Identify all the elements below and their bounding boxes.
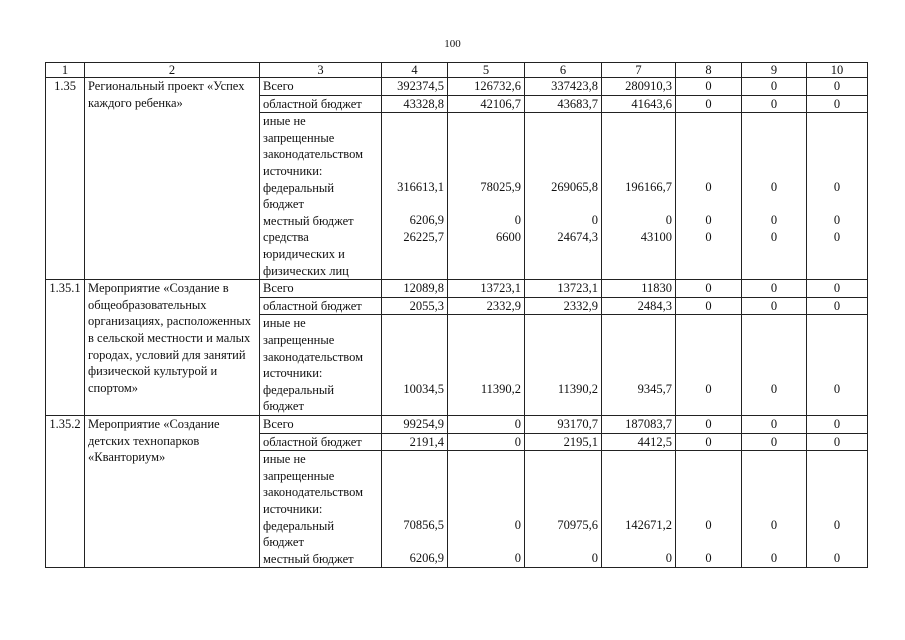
source-value: 0 [705,180,712,195]
other-sources-values [602,315,676,416]
other-sources-values [602,451,676,568]
source-value [810,113,864,179]
row-label: Всего [260,415,382,433]
value-cell: 0 [742,297,807,315]
other-sources-values [742,315,807,416]
other-sources-values [448,113,525,280]
value-cell: 280910,3 [602,78,676,96]
value-cell: 41643,6 [602,95,676,113]
source-value: 43100 [640,230,672,245]
value-cell: 11830 [602,280,676,298]
source-value: 0 [770,382,778,397]
other-sources-values [525,315,602,416]
other-sources-values [807,315,868,416]
value-cell: 2484,3 [602,297,676,315]
value-cell: 0 [742,280,807,298]
header-cell: 1 [46,63,85,78]
source-value: 0 [705,518,712,533]
source-value [679,113,738,179]
row-label: Всего [260,280,382,298]
value-cell: 187083,7 [602,415,676,433]
source-value [745,451,803,517]
header-cell: 4 [382,63,448,78]
source-value [451,451,521,517]
source-label: иные не запрещенные законодательством источники: [263,114,364,178]
source-value: 0 [770,180,778,195]
other-sources-values [602,113,676,280]
source-value: 0 [591,551,598,566]
section-name: Мероприятие «Создание детских технопарков «Кванториум» [85,415,260,567]
other-sources-values [382,113,448,280]
source-value [605,451,672,517]
source-value: 0 [705,382,712,397]
source-label: иные не запрещенные законодательством источники: [263,452,364,516]
source-value: 196166,7 [625,180,672,195]
source-value [528,113,598,179]
other-sources-labels [260,113,382,280]
value-cell: 337423,8 [525,78,602,96]
source-value: 26225,7 [403,230,444,245]
value-cell: 2055,3 [382,297,448,315]
value-cell: 0 [448,415,525,433]
source-value: 0 [665,551,672,566]
section-number: 1.35.2 [46,415,85,567]
source-value [528,315,598,381]
source-label: средства юридических и физических лиц [263,230,349,278]
section-name: Мероприятие «Создание в общеобразовательных организациях, расположенных в сельской местности и малых городах, условий для занятий физической культурой и спортом» [85,280,260,416]
source-value [451,315,521,381]
value-cell: 0 [807,433,868,451]
section-name: Региональный проект «Успех каждого ребенка» [85,78,260,280]
other-sources-values [382,315,448,416]
header-row [46,63,868,78]
value-cell: 0 [676,78,742,96]
other-sources-values [525,113,602,280]
source-value [385,451,444,517]
value-cell: 0 [742,78,807,96]
source-value: 0 [770,551,778,566]
source-label: местный бюджет [263,551,354,566]
source-value: 0 [705,213,712,228]
source-value: 0 [514,213,521,228]
value-cell: 4412,5 [602,433,676,451]
value-cell: 0 [807,415,868,433]
other-sources-values [742,451,807,568]
value-cell: 2191,4 [382,433,448,451]
header-cell: 5 [448,63,525,78]
value-cell: 0 [676,433,742,451]
source-value: 6206,9 [409,551,444,566]
source-value [385,113,444,179]
source-value: 0 [705,551,712,566]
source-value: 0 [591,213,598,228]
source-value: 24674,3 [557,230,598,245]
source-value [745,315,803,381]
header-cell: 6 [525,63,602,78]
source-value: 0 [833,551,841,566]
value-cell: 126732,6 [448,78,525,96]
source-value [679,451,738,517]
header-cell: 7 [602,63,676,78]
source-label: федеральный бюджет [263,382,335,414]
value-cell: 2195,1 [525,433,602,451]
source-value [605,315,672,381]
source-value: 0 [833,382,841,397]
source-value [810,451,864,517]
source-value [679,315,738,381]
source-value: 10034,5 [403,382,444,397]
row-label: областной бюджет [260,433,382,451]
source-value: 0 [833,213,841,228]
value-cell: 0 [676,280,742,298]
value-cell: 0 [676,297,742,315]
value-cell: 99254,9 [382,415,448,433]
value-cell: 0 [742,415,807,433]
source-value: 9345,7 [637,382,672,397]
source-value [528,451,598,517]
other-sources-values [382,451,448,568]
value-cell: 93170,7 [525,415,602,433]
source-value [745,113,803,179]
other-sources-values [676,451,742,568]
other-sources-values [525,451,602,568]
value-cell: 0 [676,95,742,113]
row-label: Всего [260,78,382,96]
source-value: 0 [514,551,521,566]
source-value: 70975,6 [557,518,598,533]
value-cell: 0 [807,78,868,96]
source-value [605,113,672,179]
header-cell: 9 [742,63,807,78]
value-cell: 2332,9 [448,297,525,315]
source-value: 0 [705,230,712,245]
source-value [451,113,521,179]
source-value: 0 [665,213,672,228]
value-cell: 392374,5 [382,78,448,96]
source-value: 0 [833,180,841,195]
value-cell: 42106,7 [448,95,525,113]
value-cell: 0 [807,297,868,315]
page-number: 100 [444,38,461,50]
value-cell: 12089,8 [382,280,448,298]
source-label: иные не запрещенные законодательством источники: [263,316,364,381]
source-value: 269065,8 [551,180,598,195]
table-row [46,415,868,433]
source-value: 6206,9 [409,213,444,228]
value-cell: 0 [448,433,525,451]
other-sources-values [742,113,807,280]
other-sources-values [807,451,868,568]
header-cell: 3 [260,63,382,78]
source-label: федеральный бюджет [263,518,335,550]
value-cell: 43328,8 [382,95,448,113]
header-cell: 10 [807,63,868,78]
source-value: 316613,1 [397,180,444,195]
table-row [46,78,868,96]
source-value: 11390,2 [480,382,521,397]
other-sources-values [676,315,742,416]
value-cell: 0 [676,415,742,433]
other-sources-values [676,113,742,280]
source-value: 0 [514,518,521,533]
value-cell: 0 [807,95,868,113]
other-sources-labels [260,451,382,568]
source-value: 0 [770,230,778,245]
budget-table [45,62,868,568]
source-value [385,315,444,381]
source-value: 78025,9 [480,180,521,195]
value-cell: 0 [742,433,807,451]
source-value: 0 [770,518,778,533]
source-value: 142671,2 [625,518,672,533]
header-cell: 8 [676,63,742,78]
source-value: 0 [770,213,778,228]
source-value [810,315,864,381]
value-cell: 43683,7 [525,95,602,113]
source-value: 0 [833,230,841,245]
other-sources-values [448,315,525,416]
source-label: федеральный бюджет [263,180,335,212]
other-sources-values [448,451,525,568]
source-value: 0 [833,518,841,533]
value-cell: 0 [807,280,868,298]
value-cell: 13723,1 [448,280,525,298]
source-value: 6600 [496,230,521,245]
section-number: 1.35.1 [46,280,85,416]
header-cell: 2 [85,63,260,78]
source-value: 70856,5 [403,518,444,533]
other-sources-labels [260,315,382,416]
section-number: 1.35 [46,78,85,280]
other-sources-values [807,113,868,280]
source-label: местный бюджет [263,213,354,228]
table-row [46,280,868,298]
value-cell: 0 [742,95,807,113]
source-value: 11390,2 [557,382,598,397]
value-cell: 13723,1 [525,280,602,298]
value-cell: 2332,9 [525,297,602,315]
row-label: областной бюджет [260,95,382,113]
row-label: областной бюджет [260,297,382,315]
